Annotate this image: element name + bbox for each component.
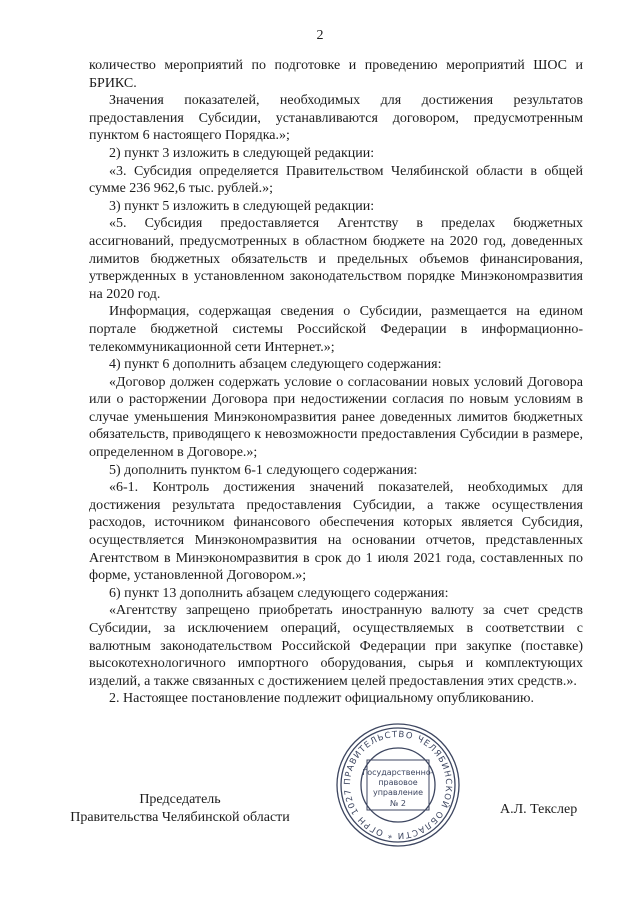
signature-title-line1: Председатель (139, 792, 221, 807)
stamp-ring-text: ПРАВИТЕЛЬСТВО ЧЕЛЯБИНСКОЙ ОБЛАСТИ * ОГРН 1027 (342, 729, 454, 841)
paragraph: 6) пункт 13 дополнить абзацем следующего содержания: (109, 585, 449, 601)
signature-title (60, 791, 300, 827)
document-body (89, 57, 583, 708)
stamp-center-line2: правовое (378, 778, 418, 787)
paragraph: 5) дополнить пунктом 6-1 следующего содержания: (109, 462, 418, 478)
paragraph: 3) пункт 5 изложить в следующей редакции: (109, 198, 375, 214)
paragraph: 2) пункт 3 изложить в следующей редакции: (109, 145, 375, 161)
stamp-center-line1: Государственно- (362, 768, 434, 777)
paragraph: 4) пункт 6 дополнить абзацем следующего содержания: (109, 357, 442, 373)
paragraph: «3. Субсидия определяется Правительством Челябинской области в общей сумме 236 962,6 тыс. рублей.»; (89, 163, 583, 197)
stamp-seal-icon (333, 720, 463, 850)
signature-title-line2: Правительства Челябинской области (70, 810, 290, 825)
stamp-center-line3: управление (372, 788, 424, 797)
paragraph: Значения показателей, необходимых для достижения результатов предоставления Субсидии, устанавливаются договором, предусмотренным пунктом 6 настоящего Порядка.»; (89, 93, 583, 144)
paragraph: 2. Настоящее постановление подлежит официальному опубликованию. (109, 691, 534, 707)
paragraph: «Договор должен содержать условие о согласовании новых условий Договора или о расторжении Договора при недостижении согласия по новым условиям в случае уменьшения Минэкономразвития ранее доведенных лимитов бюджетных обязательств, приводящего к невозможности предоставления Субсидии в размере, определенном в Договоре.»; (89, 374, 583, 461)
paragraph: «6-1. Контроль достижения значений показателей, необходимых для достижения результата предоставления Субсидии, а также осуществления расходов, источником финансового обеспечения которых является Субсидия, осуществляется Минэкономразвития на основании отчетов, представленных Агентством в Минэкономразвития в срок до 1 июля 2021 года, составленных по форме, установленной Договором.»; (89, 480, 583, 584)
official-stamp (333, 720, 463, 855)
paragraph: количество мероприятий по подготовке и проведению мероприятий ШОС и БРИКС. (89, 58, 583, 91)
paragraph: «5. Субсидия предоставляется Агентству в пределах бюджетных ассигнований, предусмотренных в областном бюджете на 2020 год, доведенных лимитов бюджетных обязательств и предельных объемов финансирования, утвержденных в установленном законодательством порядке Минэкономразвития на 2020 год. (89, 216, 583, 302)
paragraph: Информация, содержащая сведения о Субсидии, размещается на едином портале бюджетной системы Российской Федерации в информационно-телекоммуникационной сети Интернет.»; (89, 304, 583, 355)
stamp-center-line4: № 2 (390, 799, 406, 808)
page-number: 2 (316, 28, 324, 43)
paragraph: «Агентству запрещено приобретать иностранную валюту за счет средств Субсидии, за исключением операций, осуществляемых в соответствии с валютным законодательством Российской Федерации при закупке (поставке) высокотехнологичного импортного оборудования, сырья и комплектующих изделий, а также связанных с достижением целей предоставления этих средств.». (89, 603, 583, 689)
signatory-name: А.Л. Текслер (500, 802, 578, 817)
